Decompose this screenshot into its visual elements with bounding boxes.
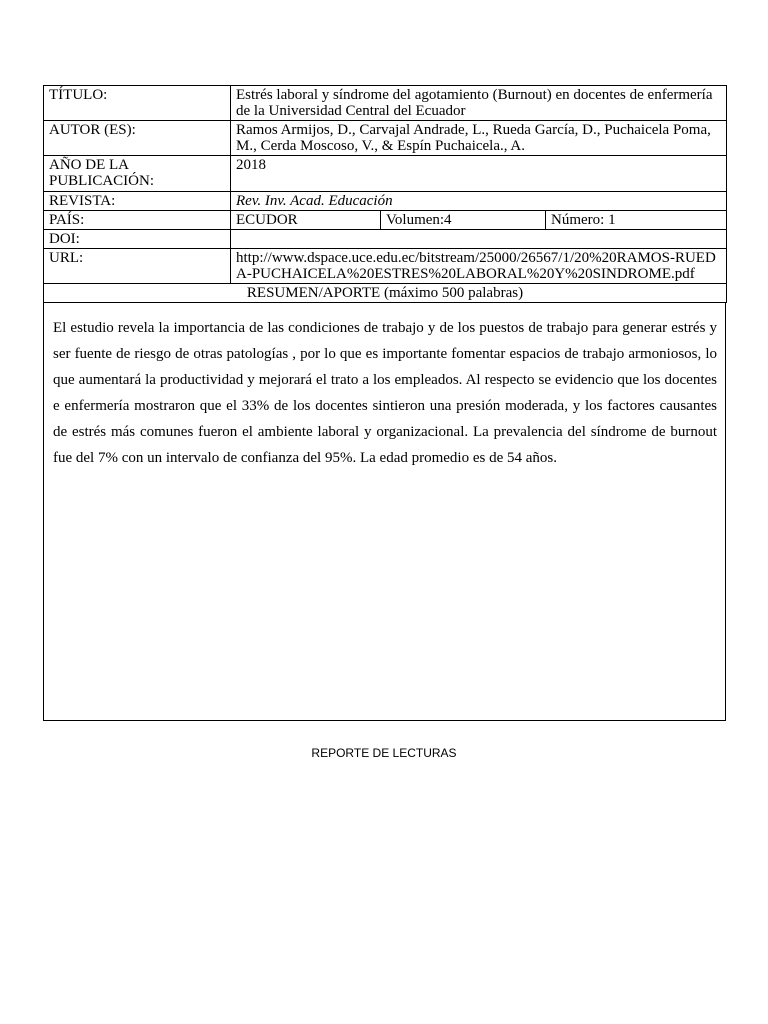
url-label: URL: xyxy=(44,249,231,284)
row-resumen-heading xyxy=(44,284,727,303)
doi-value xyxy=(231,230,727,249)
anio-label: AÑO DE LA PUBLICACIÓN: xyxy=(44,156,231,192)
reading-report-sheet xyxy=(43,85,726,721)
metadata-table xyxy=(43,85,727,303)
pais-value: ECUDOR xyxy=(231,211,381,230)
resumen-text: El estudio revela la importancia de las condiciones de trabajo y de los puestos de trabajo para generar estrés y ser fuente de riesgo de otras patologías , por lo que es importante fomentar espacios de trabajo armoniosos, lo que aumentará la productividad y mejorará el trato a los empleados. Al respecto se evidencio que los docentes e enfermería mostraron que el 33% de los docentes sintieron una presión moderada, y los factores causantes de estrés más comunes fueron el ambiente laboral y organizacional. La prevalencia del síndrome de burnout fue del 7% con un intervalo de confianza del 95%. La edad promedio es de 54 años. xyxy=(43,303,726,721)
titulo-label: TÍTULO: xyxy=(44,86,231,121)
numero-value: Número: 1 xyxy=(546,211,727,230)
row-pais xyxy=(44,211,727,230)
volumen-value: Volumen:4 xyxy=(381,211,546,230)
pais-label: PAÍS: xyxy=(44,211,231,230)
row-url xyxy=(44,249,727,284)
resumen-heading: RESUMEN/APORTE (máximo 500 palabras) xyxy=(44,284,727,303)
footer-caption: REPORTE DE LECTURAS xyxy=(311,746,457,760)
autor-label: AUTOR (ES): xyxy=(44,121,231,156)
row-autor xyxy=(44,121,727,156)
doi-label: DOI: xyxy=(44,230,231,249)
revista-value: Rev. Inv. Acad. Educación xyxy=(231,192,727,211)
row-doi xyxy=(44,230,727,249)
row-titulo xyxy=(44,86,727,121)
revista-label: REVISTA: xyxy=(44,192,231,211)
anio-value: 2018 xyxy=(231,156,727,192)
row-revista xyxy=(44,192,727,211)
row-anio xyxy=(44,156,727,192)
autor-value: Ramos Armijos, D., Carvajal Andrade, L., Rueda García, D., Puchaicela Poma, M., Cerda Moscoso, V., & Espín Puchaicela., A. xyxy=(231,121,727,156)
titulo-value: Estrés laboral y síndrome del agotamiento (Burnout) en docentes de enfermería de la Universidad Central del Ecuador xyxy=(231,86,727,121)
url-value: http://www.dspace.uce.edu.ec/bitstream/25000/26567/1/20%20RAMOS-RUEDA-PUCHAICELA%20ESTRES%20LABORAL%20Y%20SINDROME.pdf xyxy=(231,249,727,284)
